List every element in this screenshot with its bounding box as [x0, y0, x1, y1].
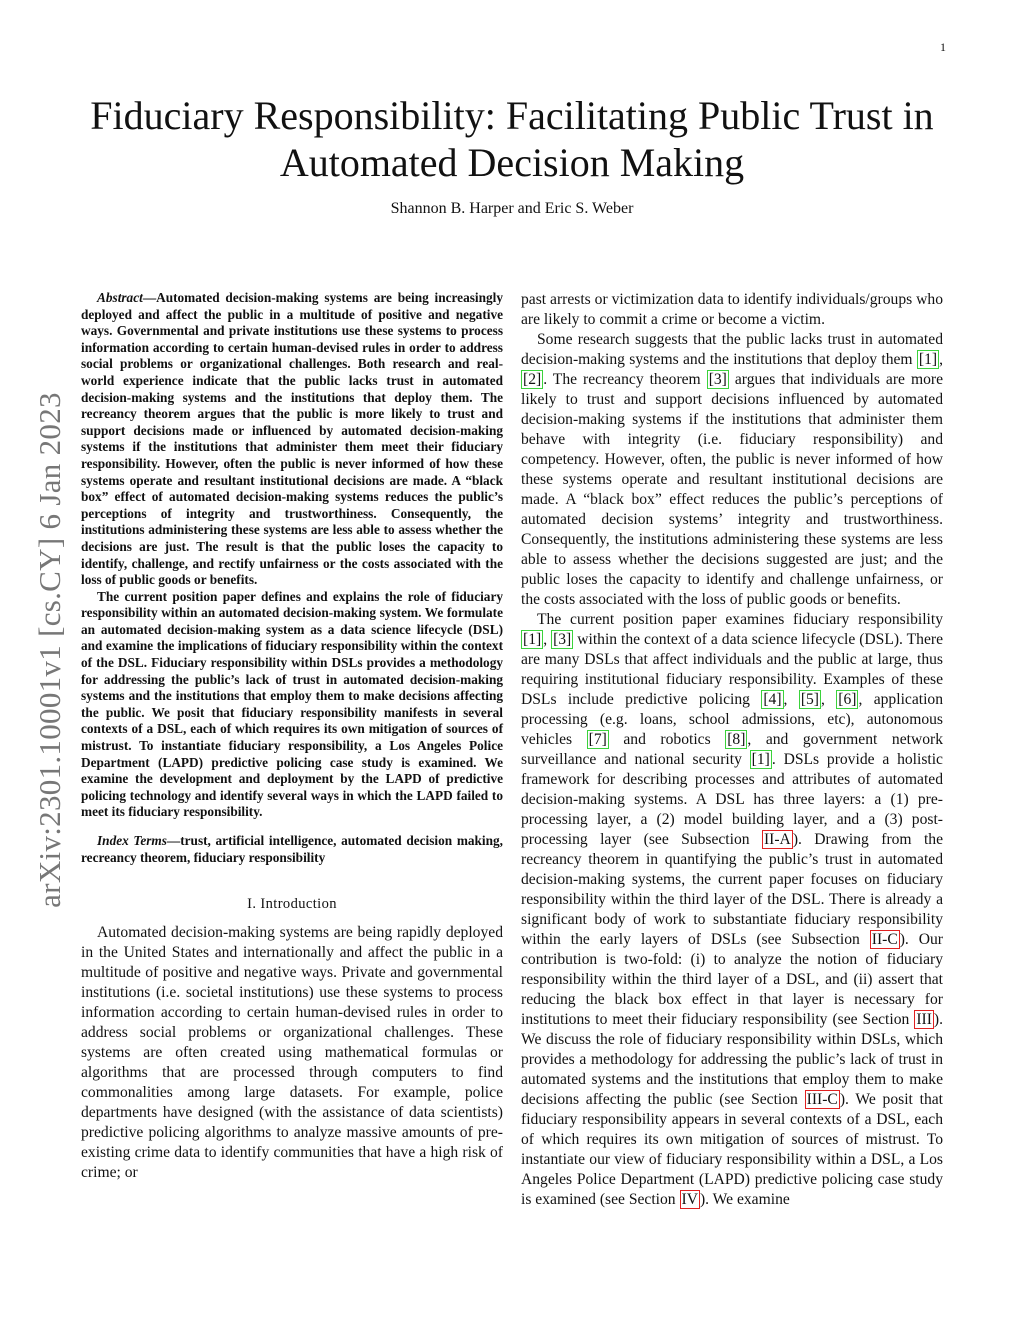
left-column: [81, 290, 503, 1183]
index-terms-text: trust, artificial intelligence, automated decision making, recreancy theorem, fiduciary responsibility: [81, 833, 503, 865]
intro-paragraph-1: Automated decision-making systems are being rapidly deployed in the United States and internationally and affect the public in a multitude of positive and negative ways. Private and governmental institutions (i.e. societal institutions) use these systems to process information according to certain human-devised rules in order to address social problems or organizational challenges. These systems are often created using mathematical formulas or algorithms that are processed through computers to find commonalities among large datasets. For example, police departments have designed (with the assistance of data scientists) predictive policing algorithms to analyze massive amounts of pre-existing crime data to identify communities that have a high risk of crime; or: [81, 924, 503, 1182]
citation-link[interactable]: [5]: [800, 691, 819, 708]
citation-link[interactable]: [1]: [523, 631, 542, 648]
citation-link[interactable]: [4]: [763, 691, 782, 708]
citation-link[interactable]: [1]: [918, 351, 938, 368]
paper-title: Fiduciary Responsibility: Facilitating Public Trust in Automated Decision Making: [90, 93, 934, 185]
citation-link[interactable]: [6]: [838, 691, 857, 708]
intro-paragraph-3: The current position paper examines fiduciary responsibility [1] , [3] within the context of a data science lifecycle (DSL). There are many DSLs that affect individuals and the public at large, thus requiring institutional fiduciary responsibility. Examples of these DSLs include predictive policing [4] , [5] , [6] , application processing (e.g. loans, school admissions, etc), autonomous vehicles [7] and robotics [8] , and government network surveillance and national security [1] . DSLs provide a holistic framework for describing processes and attributes of automated decision-making systems. A DSL has three layers: a (1) pre-processing layer, a (2) model building layer, and a (3) post-processing layer (see Subsection II-A ). Drawing from the recreancy theorem in quantifying the public’s trust in automated decision-making systems, the current paper focuses on fiduciary responsibility within the third layer of the DSL. There is already a significant body of work to substantiate fiduciary responsibility within the early layers of DSLs (see Subsection II-C ). Our contribution is two-fold: (i) to analyze the notion of fiduciary responsibility within the third layer of a DSL, and (ii) assert that reducing the black box effect in that layer is necessary for institutions to meet their fiduciary responsibility (see Section III ). We discuss the role of fiduciary responsibility within DSLs, which provides a methodology for addressing the public’s lack of trust in automated systems and the institutions that employ them to make decisions affecting the public (see Section III-C ). We posit that fiduciary responsibility appears in several contexts of a DSL, each of which requires its own mitigation of sources of mistrust. To instantiate our view of fiduciary responsibility within a DSL, a Los Angeles Police Department (LAPD) predictive policing case study is examined (see Section IV ). We examine: [521, 611, 944, 1208]
paper-authors: Shannon B. Harper and Eric S. Weber: [390, 200, 634, 217]
abstract-paragraph-2: The current position paper defines and explains the role of fiduciary responsibility within an automated decision-making system. We formulate an automated decision-making system as a data science lifecycle (DSL) and examine the implications of fiduciary responsibility within the context of the DSL. Fiduciary responsibility within DSLs provides a methodology for addressing the public’s lack of trust in automated decision-making systems and the institutions that employ them to make decisions affecting the public. We posit that fiduciary responsibility manifests in several contexts of a DSL, each of which requires its own mitigation of sources of mistrust. To instantiate fiduciary responsibility, a Los Angeles Police Department (LAPD) predictive policing case study is examined. We examine the development and deployment by the LAPD of predictive policing technology and identify several ways in which the LAPD failed to meet its fiduciary responsibility.: [81, 588, 503, 820]
citation-link[interactable]: [1]: [751, 751, 770, 768]
section-reference-link[interactable]: III-C: [806, 1091, 838, 1108]
page-number: 1: [940, 40, 946, 54]
intro-paragraph-2: Some research suggests that the public lacks trust in automated decision-making systems and the institutions that deploy them [1] , [2] . The recreancy theorem [3] argues that individuals are more likely to trust and support decisions influenced by automated decision-making systems if the institutions that administer them behave with integrity (i.e. fiduciary responsibility) and competency. However, often, the public is never informed of how these systems operate and resultant institutional decisions are made. A “black box” effect reduces the public’s perceptions of automated decision systems’ integrity and trustworthiness. Consequently, the institutions administering these systems are less able to assess whether the decisions suggested are just; and the public loses the capacity to identify and challenge unfairness, or the costs associated with the loss of public goods or benefits.: [521, 331, 943, 608]
abstract-paragraph-1: Abstract—Automated decision-making systems are being increasingly deployed and affect the public in a multitude of positive and negative ways. Governmental and private institutions use these systems to process information according to certain human-devised rules in order to address social problems or organizational challenges. Both research and real-world experience indicate that the public lacks trust in automated decision-making systems and the institutions that deploy them. The recreancy theorem argues that the public is more likely to trust and support decisions made or influenced by automated decision-making systems if the institutions that administer them meet their fiduciary responsibility. However, often the public is never informed of how these systems operate and resultant institutional decisions are made. A “black box” effect of automated decision-making systems reduces the public’s perceptions of integrity and trustworthiness. Consequently, the institutions administering these systems are less able to assess whether the decisions are just. The result is that the public loses the capacity to identify, challenge, and rectify unfairness or the costs associated with the loss of public goods or benefits.: [81, 290, 503, 588]
section-reference-link[interactable]: II-A: [763, 831, 791, 848]
index-terms-label: Index Terms: [97, 833, 167, 848]
citation-link[interactable]: [3]: [708, 371, 727, 388]
citation-link[interactable]: [7]: [588, 731, 607, 748]
citation-link[interactable]: [2]: [523, 371, 542, 388]
citation-link[interactable]: [8]: [727, 731, 746, 748]
introduction-body-left: [81, 923, 503, 1183]
index-terms: Index Terms—trust, artificial intelligence, automated decision making, recreancy theorem, fiduciary responsibility: [81, 833, 503, 865]
section-reference-link[interactable]: IV: [681, 1191, 698, 1208]
abstract-text-1: Automated decision-making systems are being increasingly deployed and affect the public in a multitude of positive and negative ways. Governmental and private institutions use these systems to process information according to certain human-devised rules in order to address social problems or organizational challenges. Both research and real-world experience indicate that the public lacks trust in automated decision-making systems and the institutions that deploy them. The recreancy theorem argues that the public is more likely to trust and support decisions made or influenced by automated decision-making systems if the institutions that administer them meet their fiduciary responsibility. However, often the public is never informed of how these systems operate and resultant institutional decisions are made. A “black box” effect of automated decision-making systems reduces the public’s perceptions of integrity and trustworthiness. Consequently, the institutions administering these systems are less able to assess whether the decisions are just. The result is that the public loses the capacity to identify, challenge, and rectify unfairness or the costs associated with the loss of public goods or benefits.: [81, 290, 503, 588]
right-column: [521, 290, 943, 1210]
intro-paragraph-1-continued: past arrests or victimization data to identify individuals/groups who are likely to commit a crime or become a victim.: [521, 291, 943, 328]
section-reference-link[interactable]: III: [916, 1011, 932, 1028]
abstract: [81, 290, 503, 821]
section-heading-introduction: I. Introduction: [247, 896, 337, 913]
arxiv-identifier-text: arXiv:2301.10001v1 [cs.CY] 6 Jan 2023: [32, 392, 67, 908]
arxiv-identifier-stamp: [20, 370, 80, 930]
abstract-label: Abstract: [97, 290, 143, 305]
citation-link[interactable]: [3]: [553, 631, 572, 648]
section-reference-link[interactable]: II-C: [871, 931, 898, 948]
